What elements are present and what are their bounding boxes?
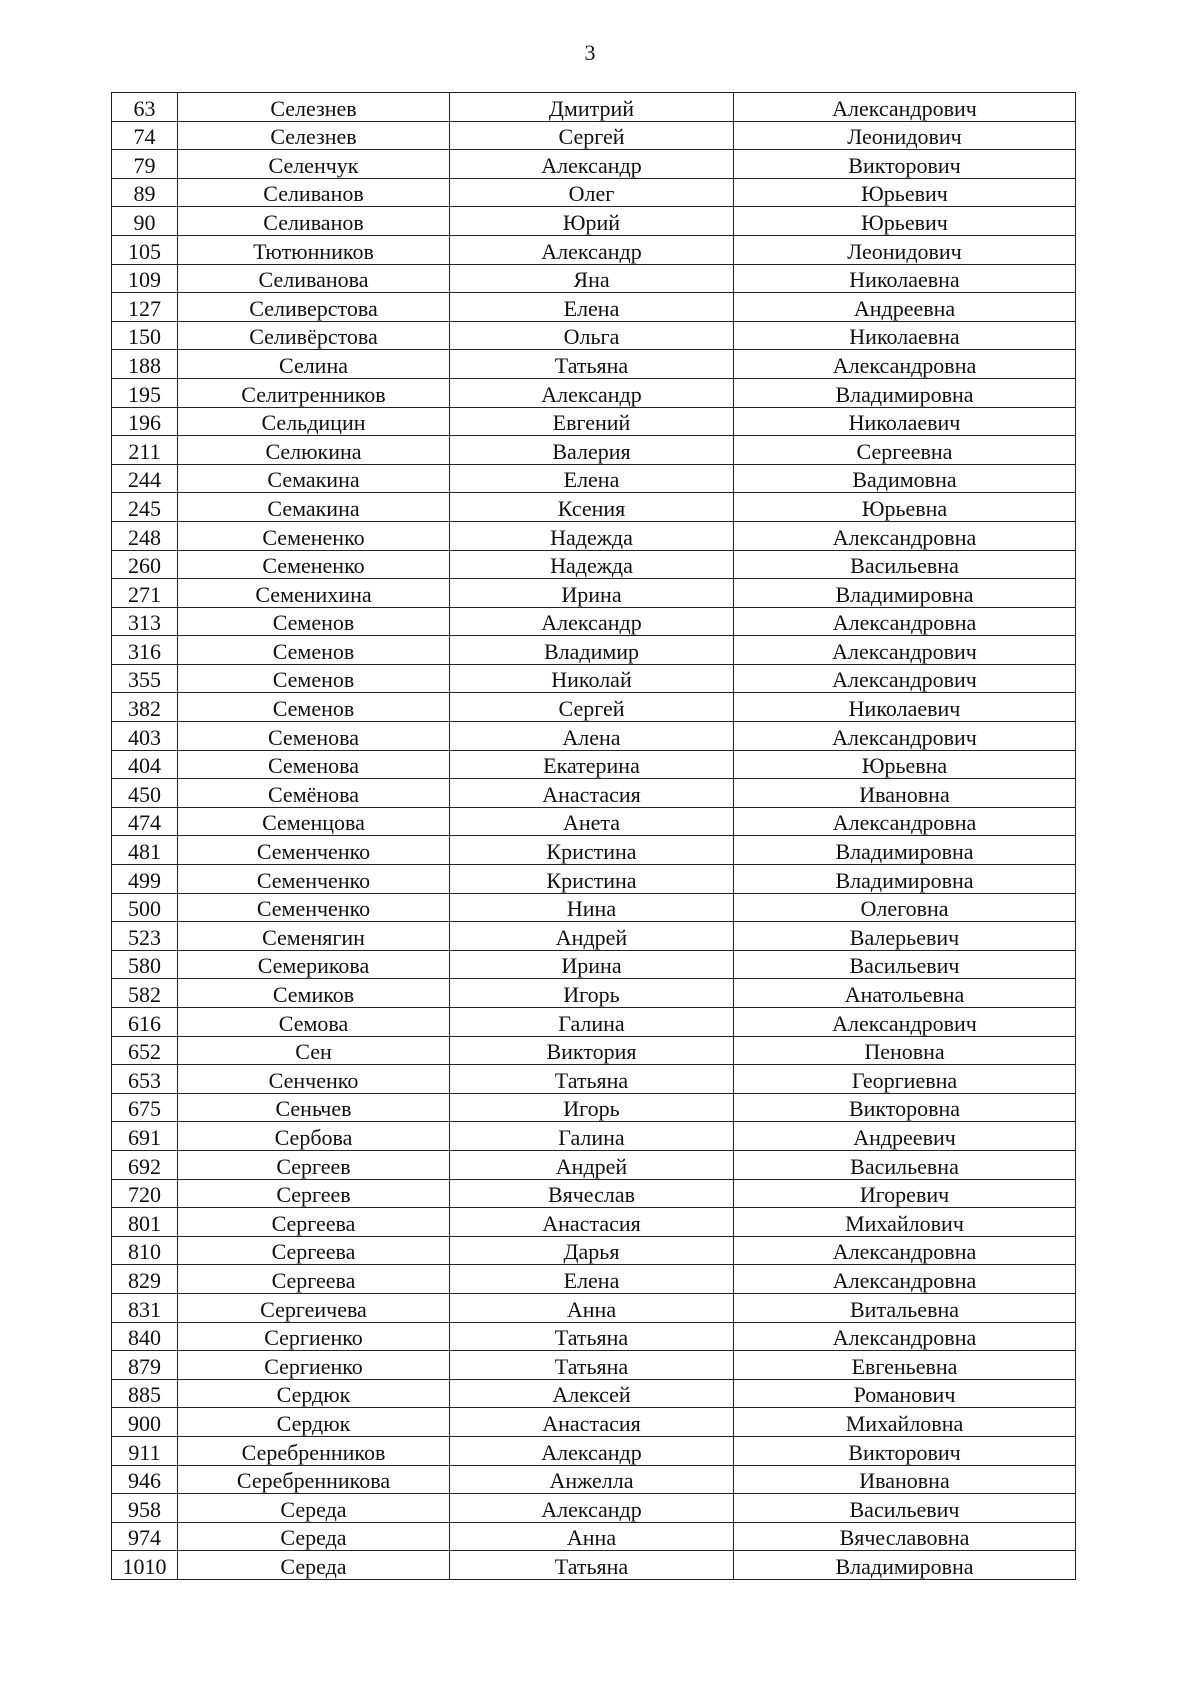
first-name-cell: Елена <box>450 464 734 493</box>
table-row <box>112 1065 1076 1094</box>
table-row <box>112 235 1076 264</box>
last-name-cell: Семенченко <box>178 836 450 865</box>
row-number-cell: 523 <box>112 922 178 951</box>
first-name-cell: Евгений <box>450 407 734 436</box>
row-number-cell: 450 <box>112 779 178 808</box>
patronymic-cell: Михайлович <box>734 1208 1076 1237</box>
last-name-cell: Середа <box>178 1522 450 1551</box>
first-name-cell: Надежда <box>450 521 734 550</box>
table-row <box>112 1036 1076 1065</box>
row-number-cell: 1010 <box>112 1551 178 1580</box>
table-row <box>112 436 1076 465</box>
patronymic-cell: Александрович <box>734 1008 1076 1037</box>
table-row <box>112 1522 1076 1551</box>
first-name-cell: Татьяна <box>450 1322 734 1351</box>
last-name-cell: Сергеев <box>178 1150 450 1179</box>
first-name-cell: Дарья <box>450 1236 734 1265</box>
patronymic-cell: Андреевна <box>734 293 1076 322</box>
row-number-cell: 474 <box>112 807 178 836</box>
last-name-cell: Сен <box>178 1036 450 1065</box>
row-number-cell: 196 <box>112 407 178 436</box>
last-name-cell: Селиванов <box>178 207 450 236</box>
table-row <box>112 407 1076 436</box>
patronymic-cell: Юрьевна <box>734 493 1076 522</box>
patronymic-cell: Александровна <box>734 350 1076 379</box>
first-name-cell: Ирина <box>450 579 734 608</box>
first-name-cell: Владимир <box>450 636 734 665</box>
patronymic-cell: Валерьевич <box>734 922 1076 951</box>
table-row <box>112 1436 1076 1465</box>
table-row <box>112 1293 1076 1322</box>
last-name-cell: Семенихина <box>178 579 450 608</box>
patronymic-cell: Николаевна <box>734 264 1076 293</box>
last-name-cell: Сельдицин <box>178 407 450 436</box>
table-row <box>112 1208 1076 1237</box>
last-name-cell: Семенов <box>178 636 450 665</box>
row-number-cell: 580 <box>112 950 178 979</box>
table-row <box>112 493 1076 522</box>
first-name-cell: Анастасия <box>450 779 734 808</box>
row-number-cell: 500 <box>112 893 178 922</box>
patronymic-cell: Юрьевич <box>734 207 1076 236</box>
patronymic-cell: Александровна <box>734 607 1076 636</box>
patronymic-cell: Витальевна <box>734 1293 1076 1322</box>
last-name-cell: Семененко <box>178 521 450 550</box>
row-number-cell: 74 <box>112 121 178 150</box>
last-name-cell: Сергеева <box>178 1236 450 1265</box>
patronymic-cell: Ивановна <box>734 779 1076 808</box>
table-row <box>112 1465 1076 1494</box>
first-name-cell: Алексей <box>450 1379 734 1408</box>
first-name-cell: Игорь <box>450 1093 734 1122</box>
table-row <box>112 1093 1076 1122</box>
patronymic-cell: Романович <box>734 1379 1076 1408</box>
first-name-cell: Галина <box>450 1008 734 1037</box>
patronymic-cell: Михайловна <box>734 1408 1076 1437</box>
last-name-cell: Сердюк <box>178 1379 450 1408</box>
table-row <box>112 321 1076 350</box>
table-row <box>112 1351 1076 1380</box>
row-number-cell: 879 <box>112 1351 178 1380</box>
first-name-cell: Елена <box>450 293 734 322</box>
first-name-cell: Валерия <box>450 436 734 465</box>
last-name-cell: Сергеева <box>178 1265 450 1294</box>
table-row <box>112 1551 1076 1580</box>
table-row <box>112 1494 1076 1523</box>
first-name-cell: Татьяна <box>450 350 734 379</box>
last-name-cell: Сердюк <box>178 1408 450 1437</box>
patronymic-cell: Андреевич <box>734 1122 1076 1151</box>
row-number-cell: 404 <box>112 750 178 779</box>
table-row <box>112 1122 1076 1151</box>
row-number-cell: 271 <box>112 579 178 608</box>
row-number-cell: 652 <box>112 1036 178 1065</box>
last-name-cell: Сергеев <box>178 1179 450 1208</box>
last-name-cell: Семиков <box>178 979 450 1008</box>
row-number-cell: 403 <box>112 722 178 751</box>
row-number-cell: 150 <box>112 321 178 350</box>
first-name-cell: Ольга <box>450 321 734 350</box>
last-name-cell: Селиверстова <box>178 293 450 322</box>
patronymic-cell: Александровна <box>734 1322 1076 1351</box>
first-name-cell: Татьяна <box>450 1351 734 1380</box>
first-name-cell: Екатерина <box>450 750 734 779</box>
patronymic-cell: Александрович <box>734 636 1076 665</box>
patronymic-cell: Александрович <box>734 664 1076 693</box>
last-name-cell: Семенова <box>178 750 450 779</box>
first-name-cell: Сергей <box>450 693 734 722</box>
patronymic-cell: Владимировна <box>734 836 1076 865</box>
last-name-cell: Семенова <box>178 722 450 751</box>
patronymic-cell: Георгиевна <box>734 1065 1076 1094</box>
table-row <box>112 150 1076 179</box>
patronymic-cell: Александровна <box>734 1236 1076 1265</box>
last-name-cell: Селина <box>178 350 450 379</box>
first-name-cell: Елена <box>450 1265 734 1294</box>
row-number-cell: 195 <box>112 378 178 407</box>
table-row <box>112 207 1076 236</box>
patronymic-cell: Викторович <box>734 1436 1076 1465</box>
row-number-cell: 188 <box>112 350 178 379</box>
row-number-cell: 109 <box>112 264 178 293</box>
roster-table <box>111 92 1076 1580</box>
row-number-cell: 801 <box>112 1208 178 1237</box>
first-name-cell: Нина <box>450 893 734 922</box>
table-row <box>112 1179 1076 1208</box>
row-number-cell: 675 <box>112 1093 178 1122</box>
table-row <box>112 1265 1076 1294</box>
first-name-cell: Игорь <box>450 979 734 1008</box>
last-name-cell: Семенченко <box>178 865 450 894</box>
table-row <box>112 922 1076 951</box>
patronymic-cell: Евгеньевна <box>734 1351 1076 1380</box>
first-name-cell: Андрей <box>450 1150 734 1179</box>
last-name-cell: Семенягин <box>178 922 450 951</box>
row-number-cell: 840 <box>112 1322 178 1351</box>
patronymic-cell: Васильевич <box>734 1494 1076 1523</box>
patronymic-cell: Владимировна <box>734 378 1076 407</box>
row-number-cell: 946 <box>112 1465 178 1494</box>
table-row <box>112 750 1076 779</box>
first-name-cell: Алена <box>450 722 734 751</box>
last-name-cell: Семакина <box>178 493 450 522</box>
table-row <box>112 636 1076 665</box>
last-name-cell: Семенцова <box>178 807 450 836</box>
first-name-cell: Ирина <box>450 950 734 979</box>
patronymic-cell: Васильевна <box>734 550 1076 579</box>
last-name-cell: Сергеева <box>178 1208 450 1237</box>
table-row <box>112 722 1076 751</box>
patronymic-cell: Владимировна <box>734 1551 1076 1580</box>
first-name-cell: Вячеслав <box>450 1179 734 1208</box>
table-row <box>112 579 1076 608</box>
first-name-cell: Анна <box>450 1522 734 1551</box>
table-row <box>112 1150 1076 1179</box>
last-name-cell: Сербова <box>178 1122 450 1151</box>
last-name-cell: Середа <box>178 1551 450 1580</box>
patronymic-cell: Васильевич <box>734 950 1076 979</box>
last-name-cell: Середа <box>178 1494 450 1523</box>
table-row <box>112 1236 1076 1265</box>
first-name-cell: Татьяна <box>450 1551 734 1580</box>
table-row <box>112 521 1076 550</box>
patronymic-cell: Александровна <box>734 1265 1076 1294</box>
first-name-cell: Кристина <box>450 836 734 865</box>
patronymic-cell: Олеговна <box>734 893 1076 922</box>
first-name-cell: Александр <box>450 378 734 407</box>
patronymic-cell: Александрович <box>734 93 1076 122</box>
first-name-cell: Андрей <box>450 922 734 951</box>
first-name-cell: Галина <box>450 1122 734 1151</box>
row-number-cell: 911 <box>112 1436 178 1465</box>
last-name-cell: Тютюнников <box>178 235 450 264</box>
roster-table-body <box>112 93 1076 1580</box>
row-number-cell: 653 <box>112 1065 178 1094</box>
table-row <box>112 664 1076 693</box>
first-name-cell: Виктория <box>450 1036 734 1065</box>
row-number-cell: 692 <box>112 1150 178 1179</box>
last-name-cell: Селезнев <box>178 121 450 150</box>
patronymic-cell: Николаевич <box>734 407 1076 436</box>
row-number-cell: 616 <box>112 1008 178 1037</box>
last-name-cell: Селиванова <box>178 264 450 293</box>
patronymic-cell: Николаевич <box>734 693 1076 722</box>
last-name-cell: Селенчук <box>178 150 450 179</box>
patronymic-cell: Николаевна <box>734 321 1076 350</box>
table-row <box>112 1379 1076 1408</box>
row-number-cell: 245 <box>112 493 178 522</box>
last-name-cell: Семерикова <box>178 950 450 979</box>
patronymic-cell: Вадимовна <box>734 464 1076 493</box>
row-number-cell: 260 <box>112 550 178 579</box>
patronymic-cell: Ивановна <box>734 1465 1076 1494</box>
patronymic-cell: Александровна <box>734 521 1076 550</box>
last-name-cell: Серебренникова <box>178 1465 450 1494</box>
last-name-cell: Семенченко <box>178 893 450 922</box>
first-name-cell: Анна <box>450 1293 734 1322</box>
first-name-cell: Александр <box>450 235 734 264</box>
patronymic-cell: Александровна <box>734 807 1076 836</box>
first-name-cell: Александр <box>450 1436 734 1465</box>
last-name-cell: Селиванов <box>178 178 450 207</box>
last-name-cell: Семакина <box>178 464 450 493</box>
row-number-cell: 499 <box>112 865 178 894</box>
table-row <box>112 264 1076 293</box>
first-name-cell: Дмитрий <box>450 93 734 122</box>
row-number-cell: 720 <box>112 1179 178 1208</box>
last-name-cell: Семёнова <box>178 779 450 808</box>
table-row <box>112 607 1076 636</box>
row-number-cell: 958 <box>112 1494 178 1523</box>
patronymic-cell: Юрьевич <box>734 178 1076 207</box>
table-row <box>112 893 1076 922</box>
page-number: 3 <box>584 40 596 65</box>
row-number-cell: 316 <box>112 636 178 665</box>
first-name-cell: Татьяна <box>450 1065 734 1094</box>
row-number-cell: 105 <box>112 235 178 264</box>
row-number-cell: 810 <box>112 1236 178 1265</box>
patronymic-cell: Васильевна <box>734 1150 1076 1179</box>
first-name-cell: Олег <box>450 178 734 207</box>
last-name-cell: Сенченко <box>178 1065 450 1094</box>
table-row <box>112 950 1076 979</box>
table-row <box>112 378 1076 407</box>
last-name-cell: Селивёрстова <box>178 321 450 350</box>
table-row <box>112 1008 1076 1037</box>
first-name-cell: Александр <box>450 150 734 179</box>
table-row <box>112 865 1076 894</box>
last-name-cell: Селитренников <box>178 378 450 407</box>
patronymic-cell: Пеновна <box>734 1036 1076 1065</box>
patronymic-cell: Юрьевна <box>734 750 1076 779</box>
row-number-cell: 382 <box>112 693 178 722</box>
last-name-cell: Сеньчев <box>178 1093 450 1122</box>
patronymic-cell: Леонидович <box>734 121 1076 150</box>
row-number-cell: 63 <box>112 93 178 122</box>
patronymic-cell: Сергеевна <box>734 436 1076 465</box>
table-row <box>112 550 1076 579</box>
row-number-cell: 582 <box>112 979 178 1008</box>
table-row <box>112 350 1076 379</box>
row-number-cell: 79 <box>112 150 178 179</box>
last-name-cell: Сергиенко <box>178 1322 450 1351</box>
row-number-cell: 244 <box>112 464 178 493</box>
first-name-cell: Сергей <box>450 121 734 150</box>
row-number-cell: 691 <box>112 1122 178 1151</box>
last-name-cell: Серебренников <box>178 1436 450 1465</box>
table-row <box>112 93 1076 122</box>
row-number-cell: 831 <box>112 1293 178 1322</box>
last-name-cell: Селюкина <box>178 436 450 465</box>
table-row <box>112 979 1076 1008</box>
row-number-cell: 900 <box>112 1408 178 1437</box>
table-row <box>112 178 1076 207</box>
last-name-cell: Семенов <box>178 693 450 722</box>
row-number-cell: 90 <box>112 207 178 236</box>
patronymic-cell: Владимировна <box>734 579 1076 608</box>
last-name-cell: Семенов <box>178 664 450 693</box>
table-row <box>112 807 1076 836</box>
table-row <box>112 464 1076 493</box>
patronymic-cell: Викторовна <box>734 1093 1076 1122</box>
row-number-cell: 313 <box>112 607 178 636</box>
row-number-cell: 211 <box>112 436 178 465</box>
patronymic-cell: Викторович <box>734 150 1076 179</box>
first-name-cell: Анета <box>450 807 734 836</box>
patronymic-cell: Владимировна <box>734 865 1076 894</box>
first-name-cell: Надежда <box>450 550 734 579</box>
row-number-cell: 885 <box>112 1379 178 1408</box>
first-name-cell: Анастасия <box>450 1408 734 1437</box>
last-name-cell: Семенов <box>178 607 450 636</box>
row-number-cell: 89 <box>112 178 178 207</box>
last-name-cell: Селезнев <box>178 93 450 122</box>
table-row <box>112 121 1076 150</box>
first-name-cell: Яна <box>450 264 734 293</box>
patronymic-cell: Вячеславовна <box>734 1522 1076 1551</box>
last-name-cell: Сергиенко <box>178 1351 450 1380</box>
patronymic-cell: Игоревич <box>734 1179 1076 1208</box>
first-name-cell: Анжелла <box>450 1465 734 1494</box>
table-row <box>112 1408 1076 1437</box>
first-name-cell: Ксения <box>450 493 734 522</box>
first-name-cell: Александр <box>450 1494 734 1523</box>
table-row <box>112 1322 1076 1351</box>
table-row <box>112 693 1076 722</box>
last-name-cell: Сергеичева <box>178 1293 450 1322</box>
first-name-cell: Юрий <box>450 207 734 236</box>
first-name-cell: Александр <box>450 607 734 636</box>
row-number-cell: 974 <box>112 1522 178 1551</box>
patronymic-cell: Александрович <box>734 722 1076 751</box>
row-number-cell: 829 <box>112 1265 178 1294</box>
first-name-cell: Кристина <box>450 865 734 894</box>
row-number-cell: 481 <box>112 836 178 865</box>
patronymic-cell: Анатольевна <box>734 979 1076 1008</box>
table-row <box>112 779 1076 808</box>
patronymic-cell: Леонидович <box>734 235 1076 264</box>
row-number-cell: 355 <box>112 664 178 693</box>
row-number-cell: 127 <box>112 293 178 322</box>
row-number-cell: 248 <box>112 521 178 550</box>
table-row <box>112 836 1076 865</box>
table-row <box>112 293 1076 322</box>
last-name-cell: Семова <box>178 1008 450 1037</box>
first-name-cell: Николай <box>450 664 734 693</box>
last-name-cell: Семененко <box>178 550 450 579</box>
first-name-cell: Анастасия <box>450 1208 734 1237</box>
